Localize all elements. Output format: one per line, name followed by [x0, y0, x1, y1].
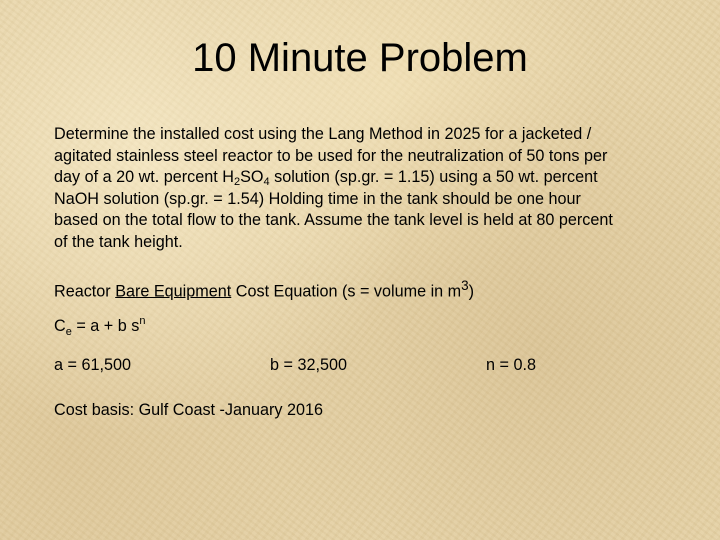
- slide-title: 10 Minute Problem: [192, 36, 528, 80]
- problem-line: of the tank height.: [54, 232, 183, 251]
- equation-label-prefix: Reactor: [54, 282, 116, 301]
- subscript: e: [65, 326, 72, 338]
- cost-symbol: C: [54, 317, 66, 335]
- problem-text: solution (sp.gr. = 1.15) using a 50 wt. percent: [269, 168, 598, 186]
- problem-line: based on the total flow to the tank. Assume the tank level is held at 80 percent: [54, 211, 613, 229]
- equation-label-suffix: Cost Equation (s = volume in m: [231, 282, 462, 301]
- superscript: 3: [461, 278, 469, 293]
- equation-label-close: ): [468, 282, 475, 301]
- param-b: b = 32,500: [270, 356, 347, 374]
- equation-label: [54, 276, 474, 301]
- cost-basis: Cost basis: Gulf Coast -January 2016: [54, 401, 324, 419]
- problem-line: Determine the installed cost using the Lang Method in 2025 for a jacketed /: [54, 125, 592, 143]
- problem-line: NaOH solution (sp.gr. = 1.54) Holding time in the tank should be one hour: [54, 189, 581, 208]
- problem-line: agitated stainless steel reactor to be used for the neutralization of 50 tons per: [54, 146, 608, 165]
- problem-statement: [54, 124, 682, 253]
- cost-equation-body: = a + b s: [71, 317, 140, 335]
- subscript: 4: [263, 176, 270, 188]
- equation-label-underlined: Bare Equipment: [115, 282, 232, 301]
- superscript: n: [139, 315, 146, 327]
- cost-equation: [54, 316, 145, 336]
- param-n: n = 0.8: [486, 356, 536, 374]
- problem-text: SO: [240, 168, 264, 186]
- problem-line: [54, 167, 682, 189]
- param-a: a = 61,500: [54, 356, 131, 374]
- subscript: 2: [233, 176, 241, 188]
- problem-text: day of a 20 wt. percent H: [54, 168, 234, 186]
